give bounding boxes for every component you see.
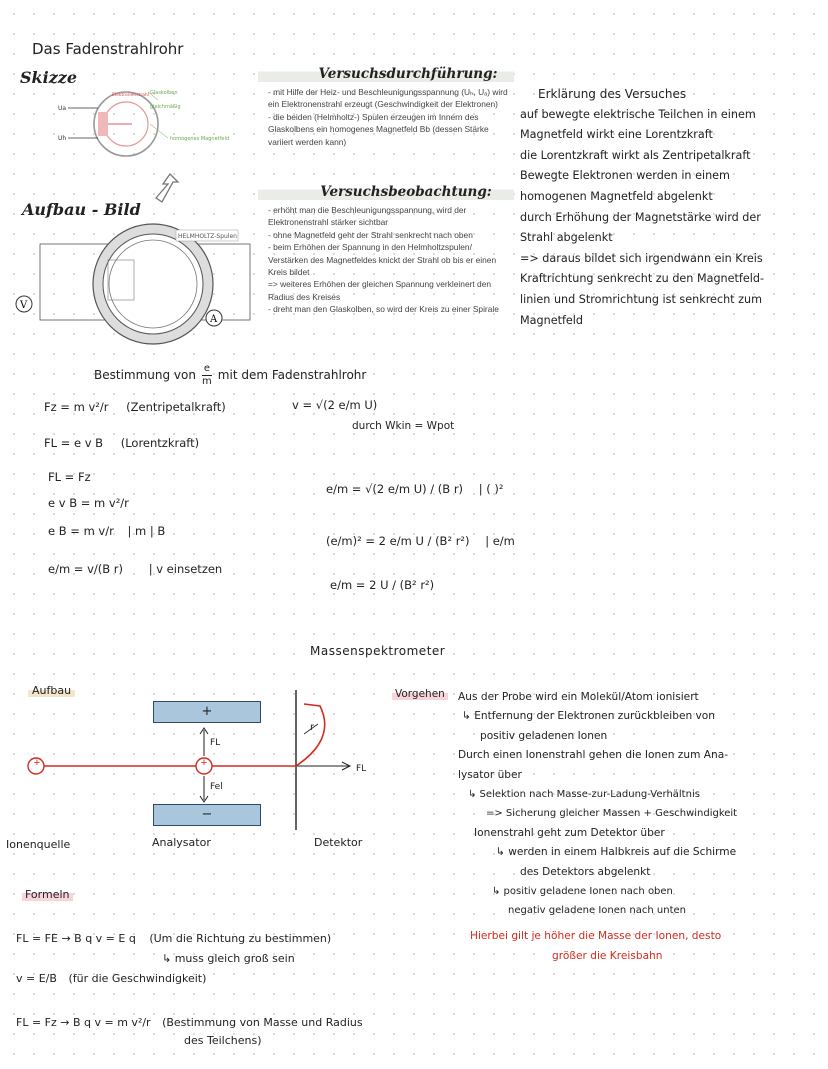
- bestimmung-title-pre: Bestimmung von: [94, 368, 196, 382]
- label-r: r: [310, 722, 315, 733]
- erklaerung-line: Bewegte Elektronen werden in einem: [520, 169, 730, 183]
- eq-r2-note: | e/m: [485, 534, 515, 548]
- negative-plate: [153, 804, 261, 826]
- eq-r2-row: [326, 534, 515, 548]
- detektor-label: Detektor: [314, 836, 363, 849]
- label-fl-up: FL: [210, 738, 221, 748]
- vorgehen-line: Aus der Probe wird ein Molekül/Atom ionisiert: [458, 691, 699, 703]
- erklaerung-line: auf bewegte elektrische Teilchen in einem: [520, 107, 756, 121]
- vorgehen-line: ↳ werden in einem Halbkreis auf die Schirme: [496, 846, 737, 859]
- helmholtz-label: HELMHOLTZ-Spulen: [178, 233, 237, 240]
- eq-fz-row: [44, 400, 226, 414]
- skizze-label-strahl: Elektronenstrahl: [112, 93, 150, 98]
- erklaerung-line: Kraftrichtung senkrecht zu den Magnetfeld-: [520, 272, 764, 286]
- durchfuehrung-text: - mit Hilfe der Heiz- und Beschleunigungsspannung (Uₕ, Uₐ) wird ein Elektronenstrahl erzeugt (Geschwindigkeit der Elektronen) - die beiden (Helmholtz-) Spulen erzeugen im Innern des Glaskolbens ein homogenes Magnetfeld Bb (dessen Stärke variiert werden kann): [268, 87, 508, 147]
- durchfuehrung-heading: Versuchsdurchführung:: [258, 66, 514, 82]
- eq-step-4-row: [48, 562, 222, 576]
- formel-2-row: [16, 972, 206, 985]
- vorgehen-line: => Sicherung gleicher Massen + Geschwindigkeit: [486, 808, 738, 820]
- beobachtung-text: - erhöht man die Beschleunigungsspannung, wird der Elektronenstrahl stärker sichtbar - ohne Magnetfeld geht der Strahl senkrecht nach oben - beim Erhöhen der Spannung in den Helmholtzspulen/ Verstärken des Magnetfeldes knickt der Strahl ob bis er einen Kreis bildet => weiteres Erhöhen der gleichen Spannung verkleinert den Radius des Kreises - dreht man den Glaskolben, so wird der Kreis zu einer Spirale: [268, 205, 499, 315]
- negative-plate-sign: −: [201, 807, 213, 822]
- em-frac-denominator: m: [202, 376, 212, 387]
- eq-fz-note: (Zentripetalkraft): [126, 400, 226, 414]
- skizze-label-uh: Uh: [58, 135, 67, 142]
- eq-fz: Fz = m v²/r: [44, 400, 109, 414]
- eq-step-2: e v B = m v²/r: [48, 496, 129, 510]
- label-fel: Fel: [210, 782, 223, 792]
- bestimmung-heading: [94, 364, 366, 387]
- vorgehen-line: lysator über: [458, 768, 522, 781]
- eq-r3: e/m = 2 U / (B² r²): [330, 578, 435, 592]
- formel-1: FL = FE → B q v = E q: [16, 932, 136, 945]
- formel-1-row: [16, 932, 331, 945]
- positive-plate-sign: +: [201, 704, 213, 719]
- amperemeter-label: A: [210, 314, 218, 325]
- eq-fl-row: [44, 436, 199, 450]
- formel-3: FL = Fz → B q v = m v²/r: [16, 1016, 151, 1029]
- skizze-label-glaskolben: Glaskolben: [150, 90, 178, 96]
- skizze-heading: Skizze: [20, 68, 78, 87]
- vorgehen-line: ↳ positiv geladene Ionen nach oben: [492, 886, 673, 898]
- hinweis-line-2: größer die Kreisbahn: [552, 950, 663, 962]
- formel-3-note-2: des Teilchens): [184, 1034, 262, 1047]
- erklaerung-section: [520, 84, 820, 331]
- formeln-label: Formeln: [22, 888, 73, 901]
- ionenquelle-label: Ionenquelle: [6, 838, 71, 851]
- eq-r1-note: | ( )²: [478, 482, 504, 496]
- vorgehen-line: Ionenstrahl geht zum Detektor über: [474, 826, 665, 839]
- aufbau-bild-drawing: [10, 214, 260, 350]
- eq-step-3: e B = m v/r: [48, 524, 114, 538]
- eq-r1-row: [326, 482, 503, 496]
- voltmeter-label: V: [20, 300, 28, 311]
- arrow-up-icon: [148, 170, 184, 204]
- eq-step-3-row: [48, 524, 165, 538]
- erklaerung-line: linien und Stromrichtung ist senkrecht zum: [520, 292, 762, 306]
- label-fl-right: FL: [356, 764, 367, 774]
- erklaerung-line: Magnetfeld: [520, 313, 584, 327]
- eq-step-4: e/m = v/(B r): [48, 562, 124, 576]
- erklaerung-line: durch Erhöhung der Magnetstärke wird der: [520, 210, 761, 224]
- ion-source-plus: +: [33, 757, 41, 769]
- formel-1-note: (Um die Richtung zu bestimmen): [149, 932, 332, 945]
- eq-fl: FL = e v B: [44, 436, 104, 450]
- positive-plate: [153, 701, 261, 723]
- erklaerung-line: homogenen Magnetfeld abgelenkt: [520, 189, 713, 203]
- erklaerung-line: Magnetfeld wirkt eine Lorentzkraft: [520, 128, 713, 142]
- eq-v-note: durch Wkin = Wpot: [352, 420, 455, 432]
- skizze-label-magnetfeld: homogenes Magnetfeld: [170, 136, 230, 142]
- aufbau-bild-heading: Aufbau - Bild: [22, 200, 141, 219]
- erklaerung-line: die Lorentzkraft wirkt als Zentripetalkraft: [520, 148, 751, 162]
- erklaerung-line: => daraus bildet sich irgendwann ein Kreis: [520, 251, 763, 265]
- bestimmung-title-post: mit dem Fadenstrahlrohr: [217, 368, 367, 382]
- formel-3-row: [16, 1016, 363, 1029]
- vorgehen-list: [458, 688, 824, 921]
- page-title: Das Fadenstrahlrohr: [32, 40, 184, 58]
- beobachtung-heading: Versuchsbeobachtung:: [258, 184, 514, 200]
- formel-2-note: (für die Geschwindigkeit): [68, 972, 207, 985]
- vorgehen-line: des Detektors abgelenkt: [520, 865, 651, 878]
- eq-step-3-note: | m | B: [127, 524, 166, 538]
- formel-3-note: (Bestimmung von Masse und Radius: [162, 1016, 363, 1029]
- erklaerung-heading: Erklärung des Versuches: [538, 87, 687, 101]
- eq-step-4-note: | v einsetzen: [148, 562, 223, 576]
- eq-r1: e/m = √(2 e/m U) / (B r): [326, 482, 464, 496]
- vorgehen-line: positiv geladenen Ionen: [480, 729, 608, 742]
- erklaerung-line: Strahl abgelenkt: [520, 231, 613, 245]
- durchfuehrung-section: [258, 66, 514, 148]
- skizze-label-ua: Ua: [58, 105, 67, 112]
- eq-v: v = √(2 e/m U): [292, 398, 378, 412]
- eq-fl-note: (Lorentzkraft): [120, 436, 200, 450]
- aufbau-label: Aufbau: [28, 684, 75, 697]
- vorgehen-line: Durch einen Ionenstrahl gehen die Ionen zum Ana-: [458, 749, 729, 762]
- formel-2: v = E/B: [16, 972, 57, 985]
- eq-r2: (e/m)² = 2 e/m U / (B² r²): [326, 534, 470, 548]
- vorgehen-line: negativ geladene Ionen nach unten: [508, 905, 686, 917]
- beobachtung-section: [258, 184, 514, 316]
- skizze-label-gleichmaessig: gleichmäßig: [150, 104, 181, 110]
- em-frac-numerator: e: [203, 363, 210, 374]
- vorgehen-label: Vorgehen: [392, 688, 448, 700]
- hinweis-line-1: Hierbei gilt je höher die Masse der Ionen, desto: [470, 930, 722, 942]
- vorgehen-line: ↳ Selektion nach Masse-zur-Ladung-Verhältnis: [468, 789, 700, 801]
- analysator-label: Analysator: [152, 836, 211, 849]
- formel-1-note-2: ↳ muss gleich groß sein: [162, 952, 295, 965]
- eq-step-1: FL = Fz: [48, 470, 91, 484]
- fadenstrahlrohr-skizze: [58, 86, 258, 166]
- vorgehen-line: ↳ Entfernung der Elektronen zurückbleiben von: [462, 710, 716, 723]
- massenspektrometer-heading: Massenspektrometer: [310, 644, 446, 658]
- ion-plus: +: [200, 757, 208, 769]
